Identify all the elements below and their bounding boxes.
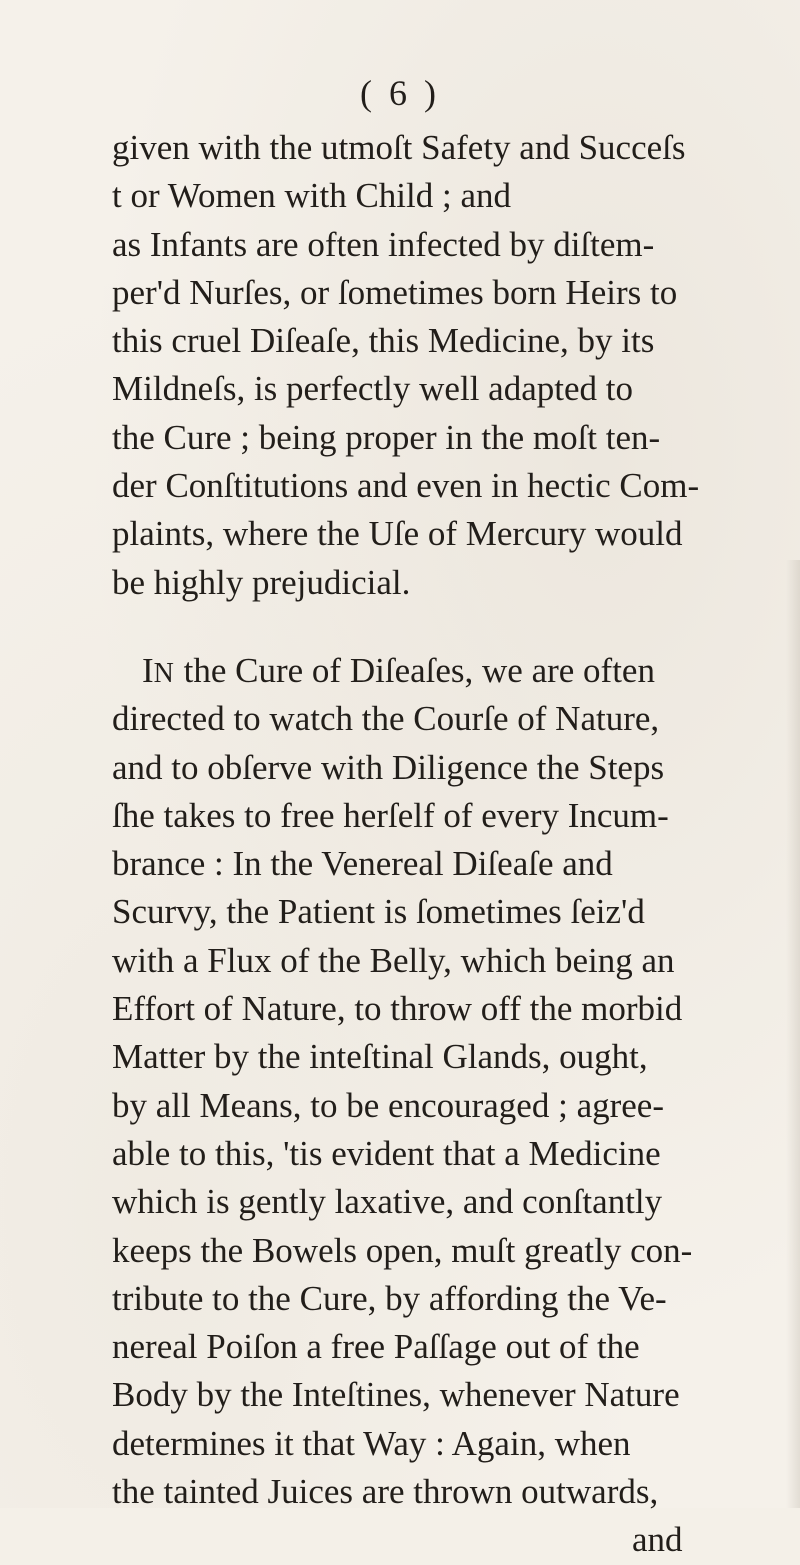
text-line: this cruel Diſeaſe, this Medicine, by its (112, 321, 655, 361)
text-line: tribute to the Cure, by affording the Ve- (112, 1278, 667, 1318)
text-line: be highly prejudicial. (112, 562, 411, 602)
text-line: per'd Nurſes, or ſometimes born Heirs to (112, 272, 678, 312)
text-line: as Infants are often infected by diſtem- (112, 224, 655, 264)
text-line: nereal Poiſon a free Paſſage out of the (112, 1327, 640, 1367)
text-line: der Conſtitutions and even in hectic Com- (112, 466, 700, 506)
paragraph-gap (112, 607, 792, 647)
paragraph-1 (112, 124, 792, 607)
text-line: Scurvy, the Patient is ſometimes ſeiz'd (112, 892, 645, 932)
page-number: ( 6 ) (360, 73, 440, 113)
text-line: able to this, 'tis evident that a Medicine (112, 1133, 661, 1173)
text-line: Mildneſs, is perfectly well adapted to (112, 369, 633, 409)
catchword: and (632, 1520, 683, 1560)
paragraph-opening-line (112, 647, 792, 695)
text-line: Matter by the inteſtinal Glands, ought, (112, 1037, 648, 1077)
small-caps-letter: N (153, 657, 175, 689)
text-line: by all Means, to be encouraged ; agree- (112, 1085, 664, 1125)
text-line: given with the utmoſt Safety and Succeſs (112, 128, 686, 167)
text-line: and to obſerve with Diligence the Steps (112, 747, 665, 787)
initial-letter: I (142, 650, 154, 690)
text-line: ſhe takes to free herſelf of every Incum- (112, 795, 669, 835)
text-line: with a Flux of the Belly, which being an (112, 940, 675, 980)
text-line: the Cure ; being proper in the moſt ten- (112, 417, 661, 457)
text-line: directed to watch the Courſe of Nature, (112, 699, 660, 739)
text-line: Effort of Nature, to throw off the morbid (112, 989, 683, 1029)
opening-line-text: the Cure of Diſeaſes, we are often (174, 650, 655, 690)
text-line: t or Women with Child ; and (112, 176, 512, 216)
text-line: plaints, where the Uſe of Mercury would (112, 514, 683, 554)
text-line: brance : In the Venereal Diſeaſe and (112, 844, 613, 884)
text-line: Body by the Inteſtines, whenever Nature (112, 1375, 680, 1415)
text-line: keeps the Bowels open, muſt greatly con- (112, 1230, 693, 1270)
body-text (112, 124, 792, 1565)
paragraph-2 (112, 647, 792, 1516)
text-line: the tainted Juices are thrown outwards, (112, 1472, 659, 1512)
text-line: determines it that Way : Again, when (112, 1423, 631, 1463)
text-line: which is gently laxative, and conſtantly (112, 1182, 663, 1222)
page-edge-shadow (786, 560, 800, 1508)
